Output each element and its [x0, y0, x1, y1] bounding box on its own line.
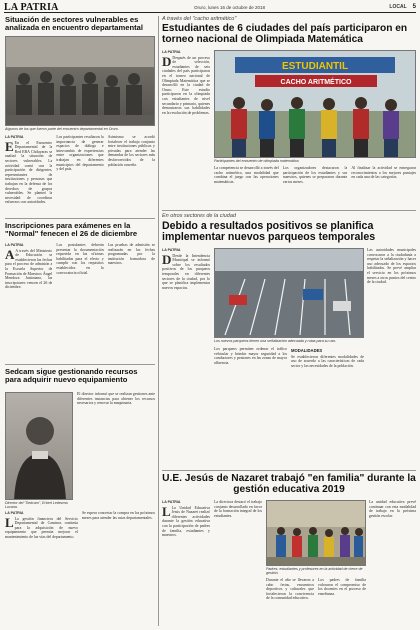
article-column: [82, 511, 155, 625]
article-byline: LA PATRIA: [162, 248, 181, 252]
article-column: [351, 166, 416, 208]
paragraph: Las pruebas de admisión se realizarán en las fechas programadas por la institución formadora de maestros.: [107, 243, 155, 266]
drop-cap: A: [5, 246, 15, 262]
paragraph: Este estudio participaron en la olimpiada con estudiantes de nivel secundario y primario, quienes demostraron sus habilidades en la resolución de problemas.: [162, 87, 210, 115]
drop-cap: L: [5, 514, 14, 530]
divider: [5, 218, 155, 219]
article-column: [214, 347, 287, 465]
article-column: [266, 578, 314, 625]
article-jesus-title: U.E. Jesús de Nazaret trabajó "en familia" durante la gestión educativa 2019: [162, 473, 416, 495]
article-olimpiada-kicker: A través del "cacho aritmético": [162, 16, 237, 22]
column-divider: [158, 16, 159, 626]
article-sectores-title: Situación de sectores vulnerables es analizada en encuentro departamental: [5, 15, 143, 32]
photo-banner-text: ESTUDIANTIL: [281, 61, 349, 72]
drop-cap: D: [162, 53, 172, 69]
article-sectores-photo: [5, 36, 155, 126]
article-sedcam-title: Sedcam sigue gestionando recursos para adquirir nuevo equipamiento: [5, 367, 138, 384]
article-column: [5, 135, 52, 215]
paragraph: En el Encuentro Departamental de la Red EBA Chiluyaras se analizó la situación de sectores vulnerables. La actividad contó con la participación de dirigentes, representantes de instituciones y personas que trabajan en la defensa de los derechos de grupos vulnerables. Se planteó la necesidad de coordinar esfuerzos con autoridades.: [5, 140, 53, 205]
article-column: [5, 511, 78, 625]
article-column: [5, 243, 52, 361]
newspaper-logo: LA PATRIA: [4, 1, 59, 13]
subheading: MODALIDADES: [291, 348, 323, 353]
students-photo-icon: [215, 51, 416, 158]
section-name: LOCAL: [389, 4, 407, 10]
article-column: [162, 500, 210, 625]
paragraph: El director informó que se realizan gestiones ante diferentes instancias para obtener los recursos necesarios y renovar la maquinaria.: [77, 392, 155, 406]
divider: [162, 470, 416, 471]
paragraph: Los organizadores destacaron la participación de los estudiantes y sus maestros, quienes se prepararon durante varios meses.: [282, 166, 348, 184]
article-sectores-caption: Algunos de los que fueron parte del encuentro departamental en Oruro.: [5, 127, 119, 131]
article-sedcam-caption: Director del "Sedcam", Erbert Ledezma Lucana.: [5, 501, 68, 510]
article-parqueos-body: [214, 347, 364, 465]
article-byline: LA PATRIA: [162, 50, 181, 54]
article-parqueos-right: [367, 248, 416, 466]
parking-lot-photo-icon: [215, 249, 364, 338]
article-column: [214, 166, 279, 208]
article-jesus-right: [369, 500, 416, 625]
page-number: 5: [412, 4, 416, 10]
article-column: [162, 50, 210, 206]
article-olimpiada-caption: Participantes del encuentro de olimpiada matemática.: [214, 159, 300, 163]
article-jesus-side: [162, 500, 210, 625]
article-column: [291, 347, 364, 465]
article-byline: LA PATRIA: [5, 243, 24, 247]
paragraph: Se espera concretar la compra en los próximos meses para atender las rutas departamentales.: [82, 511, 155, 520]
article-column: [369, 500, 416, 625]
article-parqueos-side: [162, 248, 210, 466]
paragraph: Durante el año se llevaron a cabo ferias, encuentros deportivos y culturales que fortalecieron la convivencia de la comunidad educativa.: [266, 578, 314, 601]
group-photo-icon: [6, 37, 155, 126]
article-jesus-body: [266, 578, 366, 625]
article-jesus-caption: Padres, estudiantes y profesores en la actividad de cierre de gestión.: [266, 567, 363, 576]
article-byline: LA PATRIA: [162, 500, 181, 504]
paragraph: La unidad educativa prevé continuar con esta modalidad de trabajo en la próxima gestión escolar.: [369, 500, 416, 518]
article-column: [108, 135, 155, 215]
article-olimpiada-title: Estudiantes de 6 ciudades del país participaron en torneo nacional de Olimpiada Matemática: [162, 23, 408, 45]
article-sectores-body: [5, 135, 155, 215]
article-column: [77, 392, 155, 510]
article-sedcam-body: [5, 511, 155, 625]
article-olimpiada-side: [162, 50, 210, 206]
paragraph: La competencia se desarrolló a través del cacho aritmético, una modalidad que combina el juego con las operaciones matemáticas.: [214, 166, 279, 184]
paragraph: Después de un proceso de selección, estudiantes de seis ciudades del país participaron en el torneo nacional de Olimpiada Matemática que se desarrolló en la ciudad de Oruro.: [162, 55, 210, 92]
article-inscripciones-title: Inscripciones para exámenes en la "Normal" fenecen el 26 de diciembre: [5, 221, 138, 238]
divider: [162, 210, 416, 211]
masthead: [4, 2, 416, 13]
article-sedcam-photo: [5, 392, 73, 500]
article-column: [56, 243, 103, 361]
paragraph: La Unidad Educativa Jesús de Nazaret realizó diferentes actividades durante la gestión educativa con la participación de padres de familia, estudiantes y maestros.: [162, 505, 210, 538]
article-parqueos-caption: Los nuevos parqueos tienen una señalización adecuada y rutas para su uso.: [214, 339, 337, 343]
article-column: [283, 166, 348, 208]
paragraph: Los padres de familia valoraron el compromiso de los docentes en el proceso de enseñanza.: [318, 578, 366, 596]
article-parqueos-kicker: En otros sectores de la ciudad: [162, 213, 236, 219]
dateline: Oruro, lunes 16 de octubre de 2018: [194, 5, 266, 10]
drop-cap: L: [162, 503, 171, 519]
paragraph: La gestión financiera del Servicio Departamental de Caminos continúa para la adquisición de nuevo equipamiento que permita mejorar el mantenimiento de las vías del departamento.: [5, 516, 78, 539]
article-sedcam-side: [77, 392, 155, 510]
paragraph: Al finalizar la actividad se entregaron reconocimientos a los mejores puntajes en cada una de las categorías.: [351, 166, 417, 180]
article-byline: LA PATRIA: [5, 511, 24, 515]
drop-cap: D: [162, 251, 172, 267]
article-jesus-col2: [214, 500, 262, 625]
paragraph: Desde la Intendencia Municipal se informó sobre los resultados positivos de los parqueos temporales en diferentes sectores de la ciudad, por lo que se planifica implementar nuevos espacios.: [162, 253, 210, 290]
portrait-photo-icon: [6, 393, 73, 500]
article-column: [214, 500, 262, 625]
paragraph: La directora destacó el trabajo conjunto desarrollado en favor de la formación integral de los estudiantes.: [214, 500, 262, 518]
article-column: [56, 135, 103, 215]
paragraph: Las autoridades municipales convocaron a la ciudadanía a respetar la señalización y hacer uso adecuado de los espacios habilitados.: [367, 248, 416, 271]
drop-cap: E: [5, 138, 14, 154]
article-olimpiada-body: [214, 166, 416, 208]
paragraph: Se establecieron diferentes modalidades de uso de acuerdo a las características de cada sector y las necesidades de la población.: [291, 354, 364, 368]
article-parqueos-photo: [214, 248, 364, 338]
paragraph: Los participantes resaltaron la importancia de generar espacios de diálogo e intercambio de experiencias entre organizaciones que trabajan en diferentes municipios del departamento y del país.: [56, 135, 104, 172]
article-column: [318, 578, 366, 625]
article-parqueos-title: Debido a resultados positivos se planifica implementar nuevos parqueos temporales: [162, 220, 376, 244]
paragraph: Los postulantes deberán presentar la documentación requerida en las oficinas habilitadas para el efecto y cumplir con los requisitos establecidos en la convocatoria oficial.: [56, 243, 104, 275]
article-jesus-photo: [266, 500, 366, 566]
paragraph: Se prevé ampliar el servicio en los próximos meses a otros puntos del centro de la ciudad.: [367, 266, 416, 285]
section-header: [389, 4, 416, 10]
photo-banner-text: CACHO ARITMÉTICO: [280, 79, 352, 86]
article-column: [162, 248, 210, 466]
article-byline: LA PATRIA: [5, 135, 24, 139]
paragraph: Los parqueos permiten ordenar el tráfico vehicular y brindar mayor seguridad a los conductores y peatones en las zonas de mayor afluencia.: [214, 347, 287, 365]
paragraph: A través del Ministerio de Educación se establecieron las fechas para el proceso de admisión a la Escuela Superior de Formación de Maestros Ángel Mendoza Justiniano, las inscripciones vencen el 26 de diciembre.: [5, 248, 53, 290]
article-inscripciones-body: [5, 243, 155, 361]
article-column: [367, 248, 416, 466]
school-event-photo-icon: [267, 501, 366, 566]
divider: [5, 364, 155, 365]
article-column: [108, 243, 155, 361]
paragraph: Asimismo se acordó fortalecer el trabajo conjunto entre instituciones públicas y privadas para atender las demandas de los sectores más desfavorecidos de la población orureña.: [107, 135, 155, 167]
article-olimpiada-photo: [214, 50, 416, 158]
